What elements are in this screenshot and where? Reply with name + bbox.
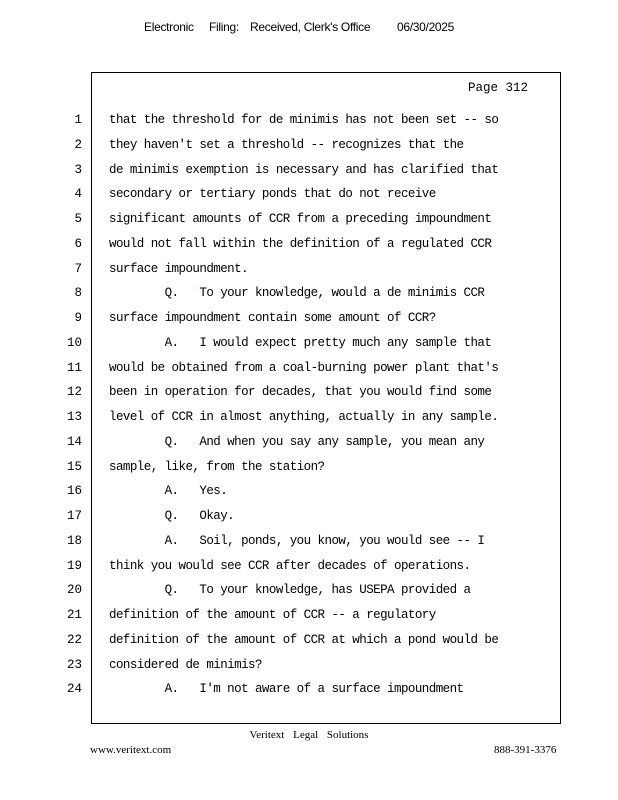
transcript-line: definition of the amount of CCR at which a pond would be (109, 632, 499, 647)
line-number: 10 (66, 335, 82, 350)
footer-phone: 888-391-3376 (494, 744, 557, 756)
transcript-line: that the threshold for de minimis has not been set -- so (109, 113, 499, 127)
transcript-line: considered de minimis? (109, 657, 262, 672)
transcript-line: would be obtained from a coal-burning power plant that's (109, 360, 499, 375)
transcript-line: think you would see CCR after decades of operations. (109, 558, 471, 573)
transcript-line: been in operation for decades, that you would find some (109, 385, 492, 400)
line-number: 12 (66, 385, 82, 400)
transcript-line: A. Soil, ponds, you know, you would see -- I (109, 533, 485, 548)
header-filing: Filing: (209, 20, 239, 34)
filing-header (0, 20, 618, 38)
transcript-line: surface impoundment. (109, 261, 249, 276)
header-received: Received, Clerk's Office (250, 20, 371, 34)
line-number: 9 (74, 311, 82, 325)
line-number: 15 (66, 459, 82, 474)
line-number: 13 (66, 410, 82, 424)
line-number: 18 (66, 533, 82, 548)
page-number: Page 312 (467, 81, 528, 95)
transcript-line: secondary or tertiary ponds that do not receive (109, 187, 436, 202)
line-number: 21 (66, 608, 82, 622)
line-number: 6 (74, 236, 82, 251)
transcript-line: A. I would expect pretty much any sample that (109, 335, 492, 350)
line-number: 7 (74, 261, 82, 276)
line-number: 20 (66, 583, 82, 598)
line-number: 2 (74, 137, 82, 152)
transcript-line: significant amounts of CCR from a preceding impoundment (109, 212, 492, 226)
line-number: 11 (66, 360, 82, 375)
line-number: 24 (66, 682, 82, 697)
line-number: 22 (66, 632, 82, 647)
transcript-line: A. Yes. (109, 484, 228, 499)
transcript-line: A. I'm not aware of a surface impoundment (109, 682, 464, 697)
footer-website: www.veritext.com (90, 744, 172, 756)
transcript-line: definition of the amount of CCR -- a regulatory (109, 608, 436, 622)
header-electronic: Electronic (144, 20, 194, 34)
transcript-line: surface impoundment contain some amount of CCR? (109, 311, 436, 325)
line-number: 19 (66, 558, 82, 573)
line-number: 16 (66, 484, 82, 499)
line-number: 8 (74, 286, 82, 301)
transcript-line: sample, like, from the station? (109, 459, 325, 474)
transcript-line: de minimis exemption is necessary and has clarified that (109, 162, 499, 177)
transcript-line: level of CCR in almost anything, actually in any sample. (109, 410, 499, 424)
line-number: 4 (74, 187, 82, 202)
line-number: 23 (66, 657, 82, 672)
line-number: 17 (66, 509, 82, 523)
transcript-line: Q. To your knowledge, would a de minimis CCR (109, 286, 485, 301)
transcript-line: Q. Okay. (109, 509, 235, 523)
transcript-line: Q. And when you say any sample, you mean any (109, 434, 485, 449)
footer-brand: Veritext Legal Solutions (249, 729, 369, 741)
header-date: 06/30/2025 (397, 20, 455, 34)
line-number: 1 (74, 113, 82, 127)
line-number: 3 (74, 162, 82, 177)
transcript-line: would not fall within the definition of a regulated CCR (109, 236, 492, 251)
line-number: 14 (66, 434, 82, 449)
transcript-line: they haven't set a threshold -- recognizes that the (109, 137, 464, 152)
line-number: 5 (74, 212, 82, 226)
transcript-line: Q. To your knowledge, has USEPA provided a (109, 583, 471, 598)
